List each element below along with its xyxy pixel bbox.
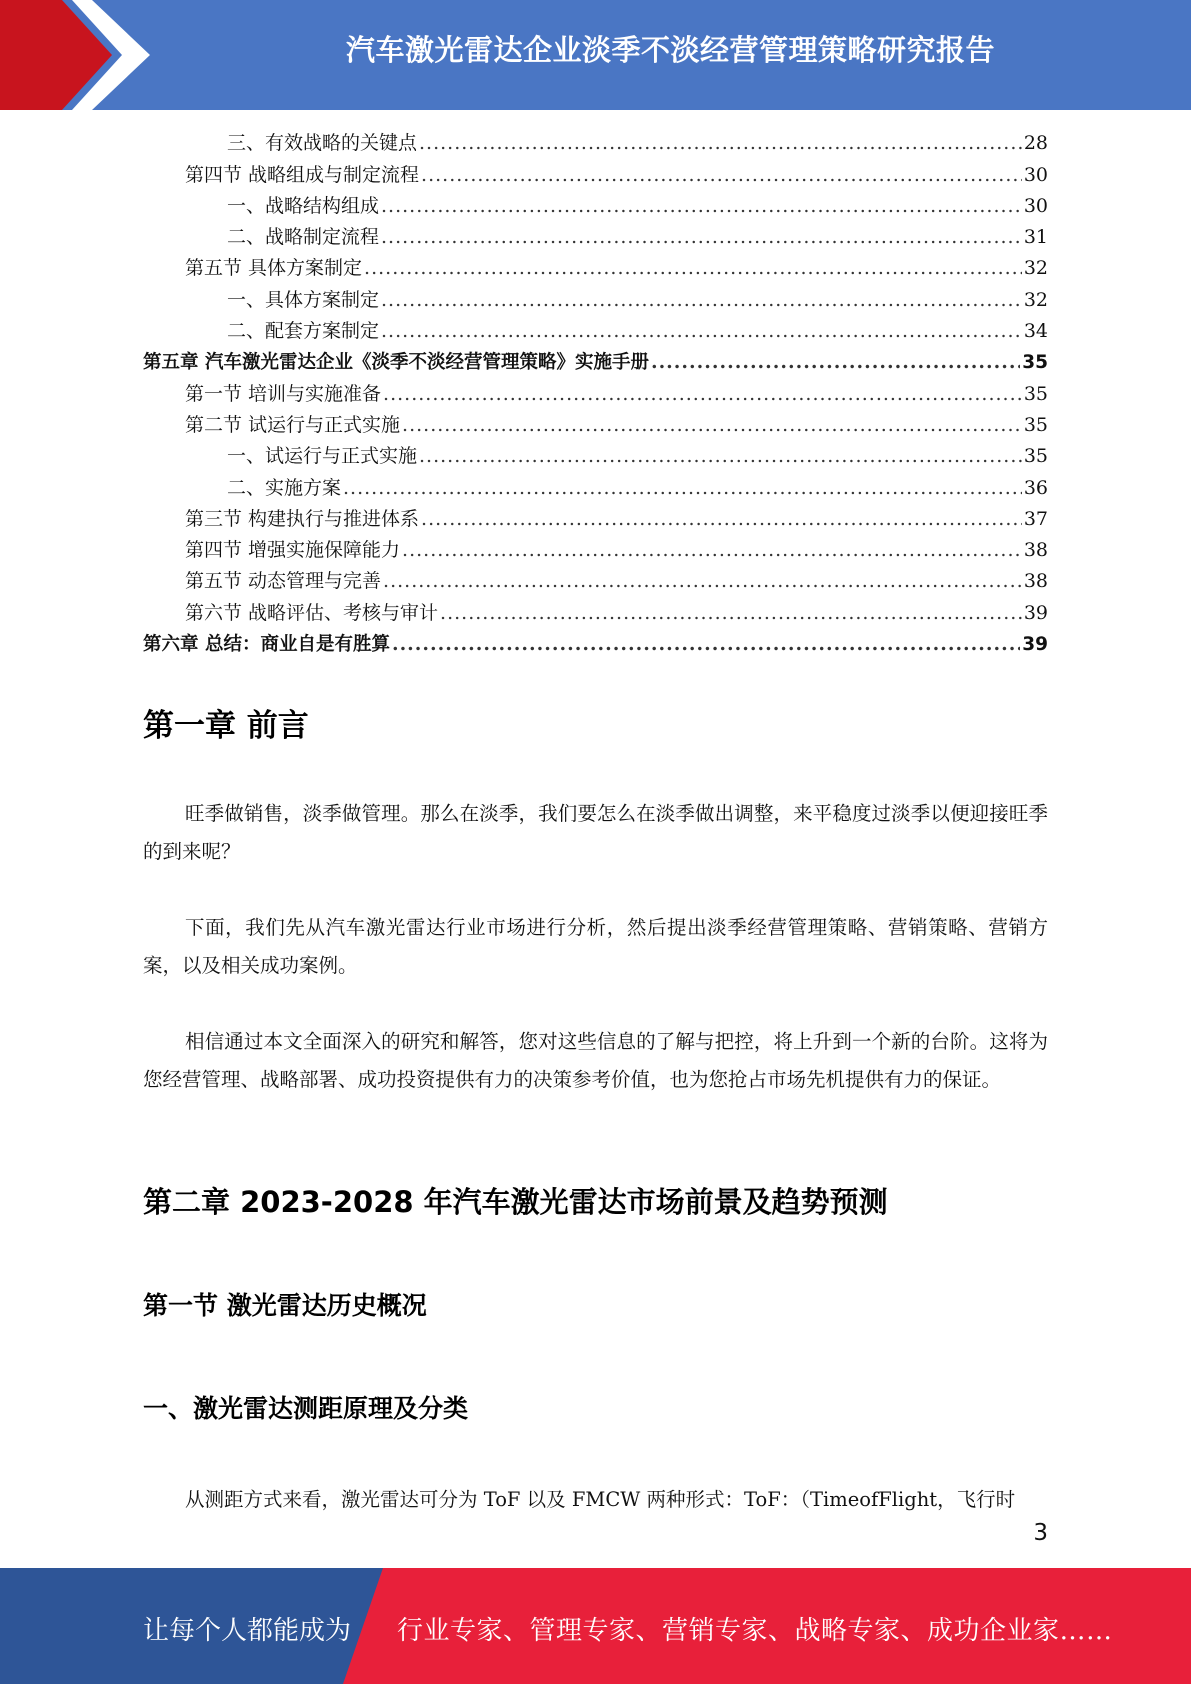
toc-entry[interactable] (143, 316, 1048, 347)
toc-entry-label: 一、具体方案制定 (227, 288, 380, 311)
toc-entry[interactable] (143, 253, 1048, 284)
toc-entry-label: 二、配套方案制定 (227, 320, 380, 343)
toc-leader-dots (381, 222, 1022, 253)
toc-entry-label: 第五章 汽车激光雷达企业《淡季不淡经营管理策略》实施手册 (143, 352, 649, 374)
toc-entry-label: 第四节 增强实施保障能力 (185, 539, 401, 562)
toc-entry-label: 二、实施方案 (227, 476, 342, 499)
toc-entry-label: 二、战略制定流程 (227, 226, 380, 249)
toc-entry[interactable] (143, 347, 1048, 378)
toc-entry[interactable] (143, 629, 1048, 660)
chapter-1-title: 第一章 前言 (143, 708, 309, 744)
toc-entry-label: 第六章 总结：商业自是有胜算 (143, 634, 390, 656)
toc-entry[interactable] (143, 410, 1048, 441)
toc-entry[interactable] (143, 191, 1048, 222)
toc-entry-page: 31 (1023, 226, 1048, 249)
toc-entry[interactable] (143, 472, 1048, 503)
toc-entry-label: 第一节 培训与实施准备 (185, 382, 382, 405)
toc-leader-dots (364, 253, 1022, 284)
toc-leader-dots (421, 160, 1022, 191)
toc-leader-dots (381, 191, 1022, 222)
toc-entry-label: 三、有效战略的关键点 (227, 132, 418, 155)
toc-leader-dots (402, 535, 1022, 566)
toc-entry-label: 一、战略结构组成 (227, 194, 380, 217)
chapter-2-title: 第二章 2023-2028 年汽车激光雷达市场前景及趋势预测 (143, 1185, 888, 1219)
toc-entry-label: 一、试运行与正式实施 (227, 445, 418, 468)
paragraph-1: 旺季做销售，淡季做管理。那么在淡季，我们要怎么在淡季做出调整，来平稳度过淡季以便迎接旺季的到来呢？ (143, 802, 1048, 863)
toc-entry-page: 30 (1023, 194, 1048, 217)
toc-entry[interactable] (143, 441, 1048, 472)
toc-entry-label: 第五节 动态管理与完善 (185, 570, 382, 593)
toc-leader-dots (392, 629, 1020, 660)
paragraph-4: 从测距方式来看，激光雷达可分为 ToF 以及 FMCW 两种形式：ToF：（TimeofFlight，飞行时 (185, 1488, 1016, 1511)
paragraph-3: 相信通过本文全面深入的研究和解答，您对这些信息的了解与把控，将上升到一个新的台阶。这将为您经营管理、战略部署、成功投资提供有力的决策参考价值，也为您抢占市场先机提供有力的保证。 (143, 1030, 1048, 1091)
toc-entry-label: 第五节 具体方案制定 (185, 257, 363, 280)
toc-entry-page: 38 (1023, 539, 1048, 562)
toc-entry-label: 第三节 构建执行与推进体系 (185, 507, 420, 530)
toc-entry-page: 39 (1023, 601, 1048, 624)
toc-entry-page: 35 (1023, 445, 1048, 468)
toc-entry-page: 35 (1023, 382, 1048, 405)
toc-entry[interactable] (143, 597, 1048, 628)
toc-leader-dots (383, 566, 1022, 597)
toc-entry-page: 28 (1023, 132, 1048, 155)
toc-entry-page: 38 (1023, 570, 1048, 593)
toc-entry-label: 第六节 战略评估、考核与审计 (185, 601, 439, 624)
toc-entry-page: 32 (1023, 288, 1048, 311)
subsection-1-title: 一、激光雷达测距原理及分类 (143, 1394, 469, 1423)
red-chevron-decoration (0, 0, 150, 110)
toc-leader-dots (343, 473, 1022, 504)
footer-slogan-left: 让每个人都能成为 (143, 1616, 352, 1646)
toc-entry-page: 36 (1023, 476, 1048, 499)
toc-leader-dots (381, 316, 1022, 347)
toc-entry-label: 第四节 战略组成与制定流程 (185, 163, 420, 186)
toc-entry-page: 37 (1023, 507, 1048, 530)
toc-leader-dots (421, 504, 1022, 535)
toc-leader-dots (402, 410, 1022, 441)
page-header (0, 0, 1191, 110)
toc-entry-page: 32 (1023, 257, 1048, 280)
report-title: 汽车激光雷达企业淡季不淡经营管理策略研究报告 (345, 33, 995, 67)
table-of-contents (143, 128, 1048, 660)
toc-leader-dots (381, 285, 1022, 316)
toc-leader-dots (419, 128, 1022, 159)
page-footer (0, 1568, 1191, 1684)
page-number: 3 (1033, 1520, 1048, 1546)
toc-leader-dots (651, 347, 1020, 378)
toc-entry[interactable] (143, 128, 1048, 159)
toc-entry[interactable] (143, 504, 1048, 535)
toc-entry-page: 34 (1023, 320, 1048, 343)
toc-entry[interactable] (143, 284, 1048, 315)
toc-entry-page: 30 (1023, 163, 1048, 186)
toc-entry-page: 35 (1022, 352, 1048, 374)
toc-entry[interactable] (143, 535, 1048, 566)
toc-entry[interactable] (143, 378, 1048, 409)
toc-leader-dots (383, 379, 1022, 410)
toc-entry-page: 39 (1022, 634, 1048, 656)
toc-entry[interactable] (143, 566, 1048, 597)
section-1-title: 第一节 激光雷达历史概况 (143, 1291, 427, 1320)
toc-entry[interactable] (143, 222, 1048, 253)
toc-leader-dots (440, 598, 1022, 629)
footer-slogan-right: 行业专家、管理专家、营销专家、战略专家、成功企业家…… (397, 1616, 1113, 1646)
toc-entry-page: 35 (1023, 413, 1048, 436)
toc-leader-dots (419, 441, 1022, 472)
toc-entry[interactable] (143, 159, 1048, 190)
toc-entry-label: 第二节 试运行与正式实施 (185, 413, 401, 436)
paragraph-2: 下面，我们先从汽车激光雷达行业市场进行分析，然后提出淡季经营管理策略、营销策略、营销方案，以及相关成功案例。 (143, 916, 1048, 977)
